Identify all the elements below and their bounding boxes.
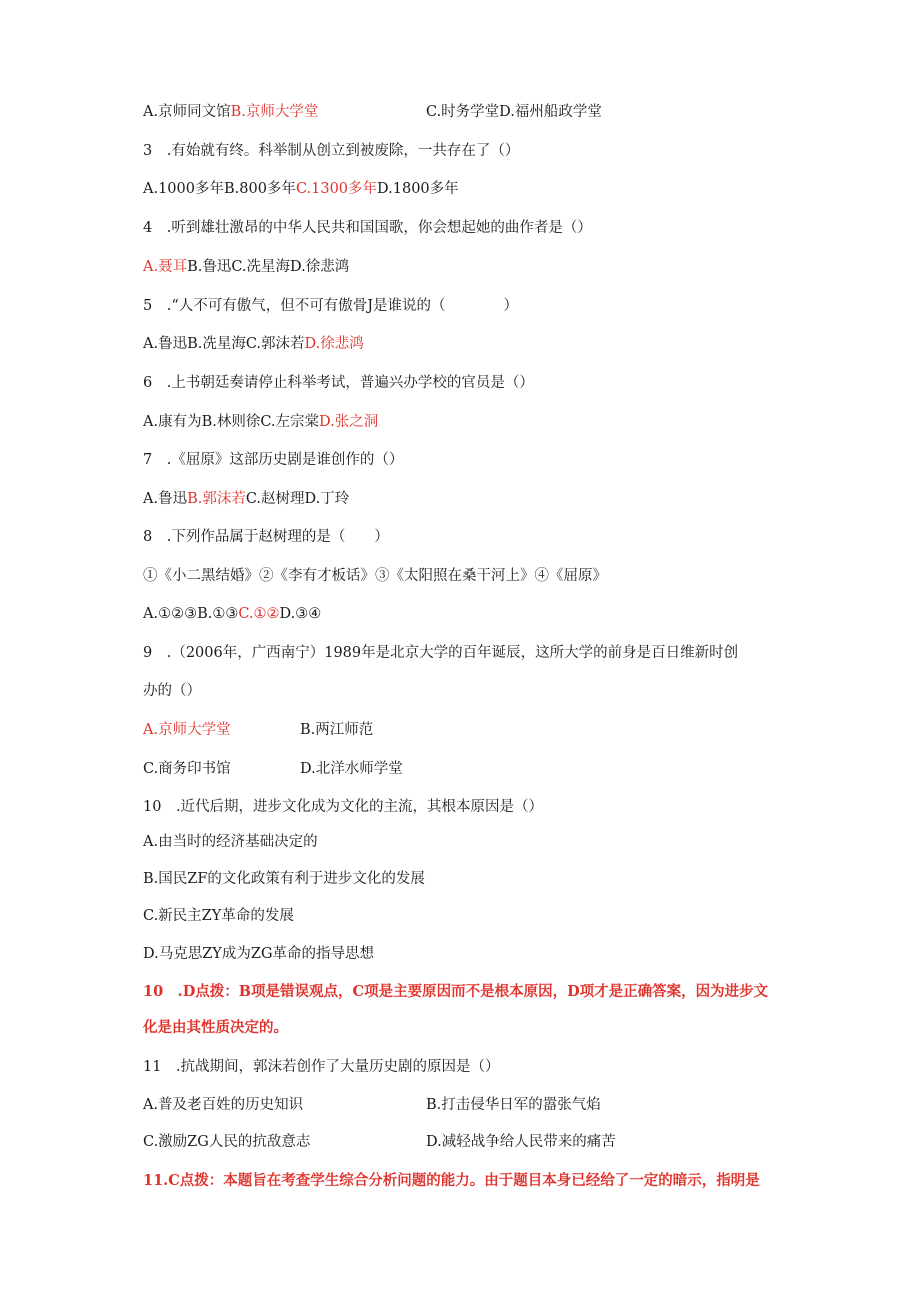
options-6	[143, 412, 378, 432]
question-11: 11 .抗战期间，郭沫若创作了大量历史剧的原因是（）	[143, 1059, 500, 1075]
explanation-10-cont: 化是由其性质决定的。	[143, 1019, 288, 1036]
question-10: 10 .近代后期，进步文化成为文化的主流，其根本原因是（）	[143, 799, 544, 815]
question-9-cont: 办的（）	[143, 683, 201, 699]
options-5	[143, 334, 364, 354]
options-8	[143, 604, 321, 624]
option-text: A.康有为B.林则徐C.左宗棠	[143, 414, 320, 430]
answer-option: B.郭沫若	[187, 491, 246, 507]
question-5: 5 .“人不可有傲气，但不可有傲骨J是谁说的（ ）	[143, 298, 519, 314]
option-text: A.由当时的经济基础决定的	[143, 834, 318, 850]
option-line	[143, 102, 602, 122]
option-text: C.时务学堂D.福州船政学堂	[426, 104, 602, 120]
answer-option: B.京师大学堂	[230, 104, 319, 120]
question-7: 7 .《屈原》这部历史剧是谁创作的（）	[143, 452, 404, 468]
option-text: B.两江师范	[300, 722, 374, 738]
option-text: A.京师同文馆	[143, 104, 231, 120]
answer-option: C.1300多年	[295, 181, 378, 197]
question-6: 6 .上书朝廷奏请停止科举考试，普遍兴办学校的官员是（）	[143, 375, 534, 391]
options-9-row1	[143, 720, 374, 740]
option-text: C.新民主ZY革命的发展	[143, 908, 294, 924]
question-8: 8 .下列作品属于赵树理的是（ ）	[143, 529, 389, 545]
answer-option: C.①②	[238, 606, 280, 622]
question-8-items: ①《小二黑结婚》②《李有才板话》③《太阳照在桑干河上》④《屈原》	[143, 568, 607, 584]
options-3	[143, 179, 459, 199]
option-text: C.商务印书馆	[143, 761, 231, 777]
options-9-row2	[143, 759, 403, 779]
question-9: 9 .（2006年，广西南宁）1989年是北京大学的百年诞辰，这所大学的前身是百日维新时创	[143, 645, 739, 661]
options-4	[143, 257, 349, 277]
options-11-row1	[143, 1095, 601, 1115]
options-11-row2	[143, 1132, 616, 1152]
explanation-11: 11.C点拨：本题旨在考查学生综合分析问题的能力。由于题目本身已经给了一定的暗示，指明是	[143, 1172, 760, 1189]
option-text: B.鲁迅C.冼星海D.徐悲鸿	[187, 259, 350, 275]
option-text: A.1000多年B.800多年	[143, 181, 296, 197]
answer-option: D.徐悲鸿	[304, 336, 364, 352]
answer-option: A.京师大学堂	[143, 722, 231, 738]
option-text: B.打击侵华日军的嚣张气焰	[426, 1097, 601, 1113]
options-7	[143, 489, 349, 509]
option-text: D.1800多年	[377, 181, 459, 197]
answer-option: A.聂耳	[143, 259, 188, 275]
option-text: C.赵树理D.丁玲	[245, 491, 350, 507]
question-3: 3 .有始就有终。科举制从创立到被废除，一共存在了（）	[143, 143, 520, 159]
explanation-10: 10 .D点拨：B项是错误观点，C项是主要原因而不是根本原因，D项才是正确答案，因为进步文	[143, 983, 769, 1000]
option-text: A.鲁迅	[143, 491, 188, 507]
option-text: C.激励ZG人民的抗敌意志	[143, 1134, 311, 1150]
option-text: D.减轻战争给人民带来的痛苦	[426, 1134, 616, 1150]
question-4: 4 .听到雄壮激昂的中华人民共和国国歌，你会想起她的曲作者是（）	[143, 220, 592, 236]
answer-option: D.张之洞	[319, 414, 379, 430]
option-text: B.国民ZF的文化政策有利于进步文化的发展	[143, 871, 425, 887]
option-text: A.普及老百姓的历史知识	[143, 1097, 304, 1113]
option-text: A.①②③B.①③	[143, 606, 239, 622]
option-text: D.③④	[279, 606, 322, 622]
option-text: A.鲁迅B.冼星海C.郭沫若	[143, 336, 305, 352]
option-text: D.马克思ZY成为ZG革命的指导思想	[143, 946, 375, 962]
option-text: D.北洋水师学堂	[300, 761, 403, 777]
